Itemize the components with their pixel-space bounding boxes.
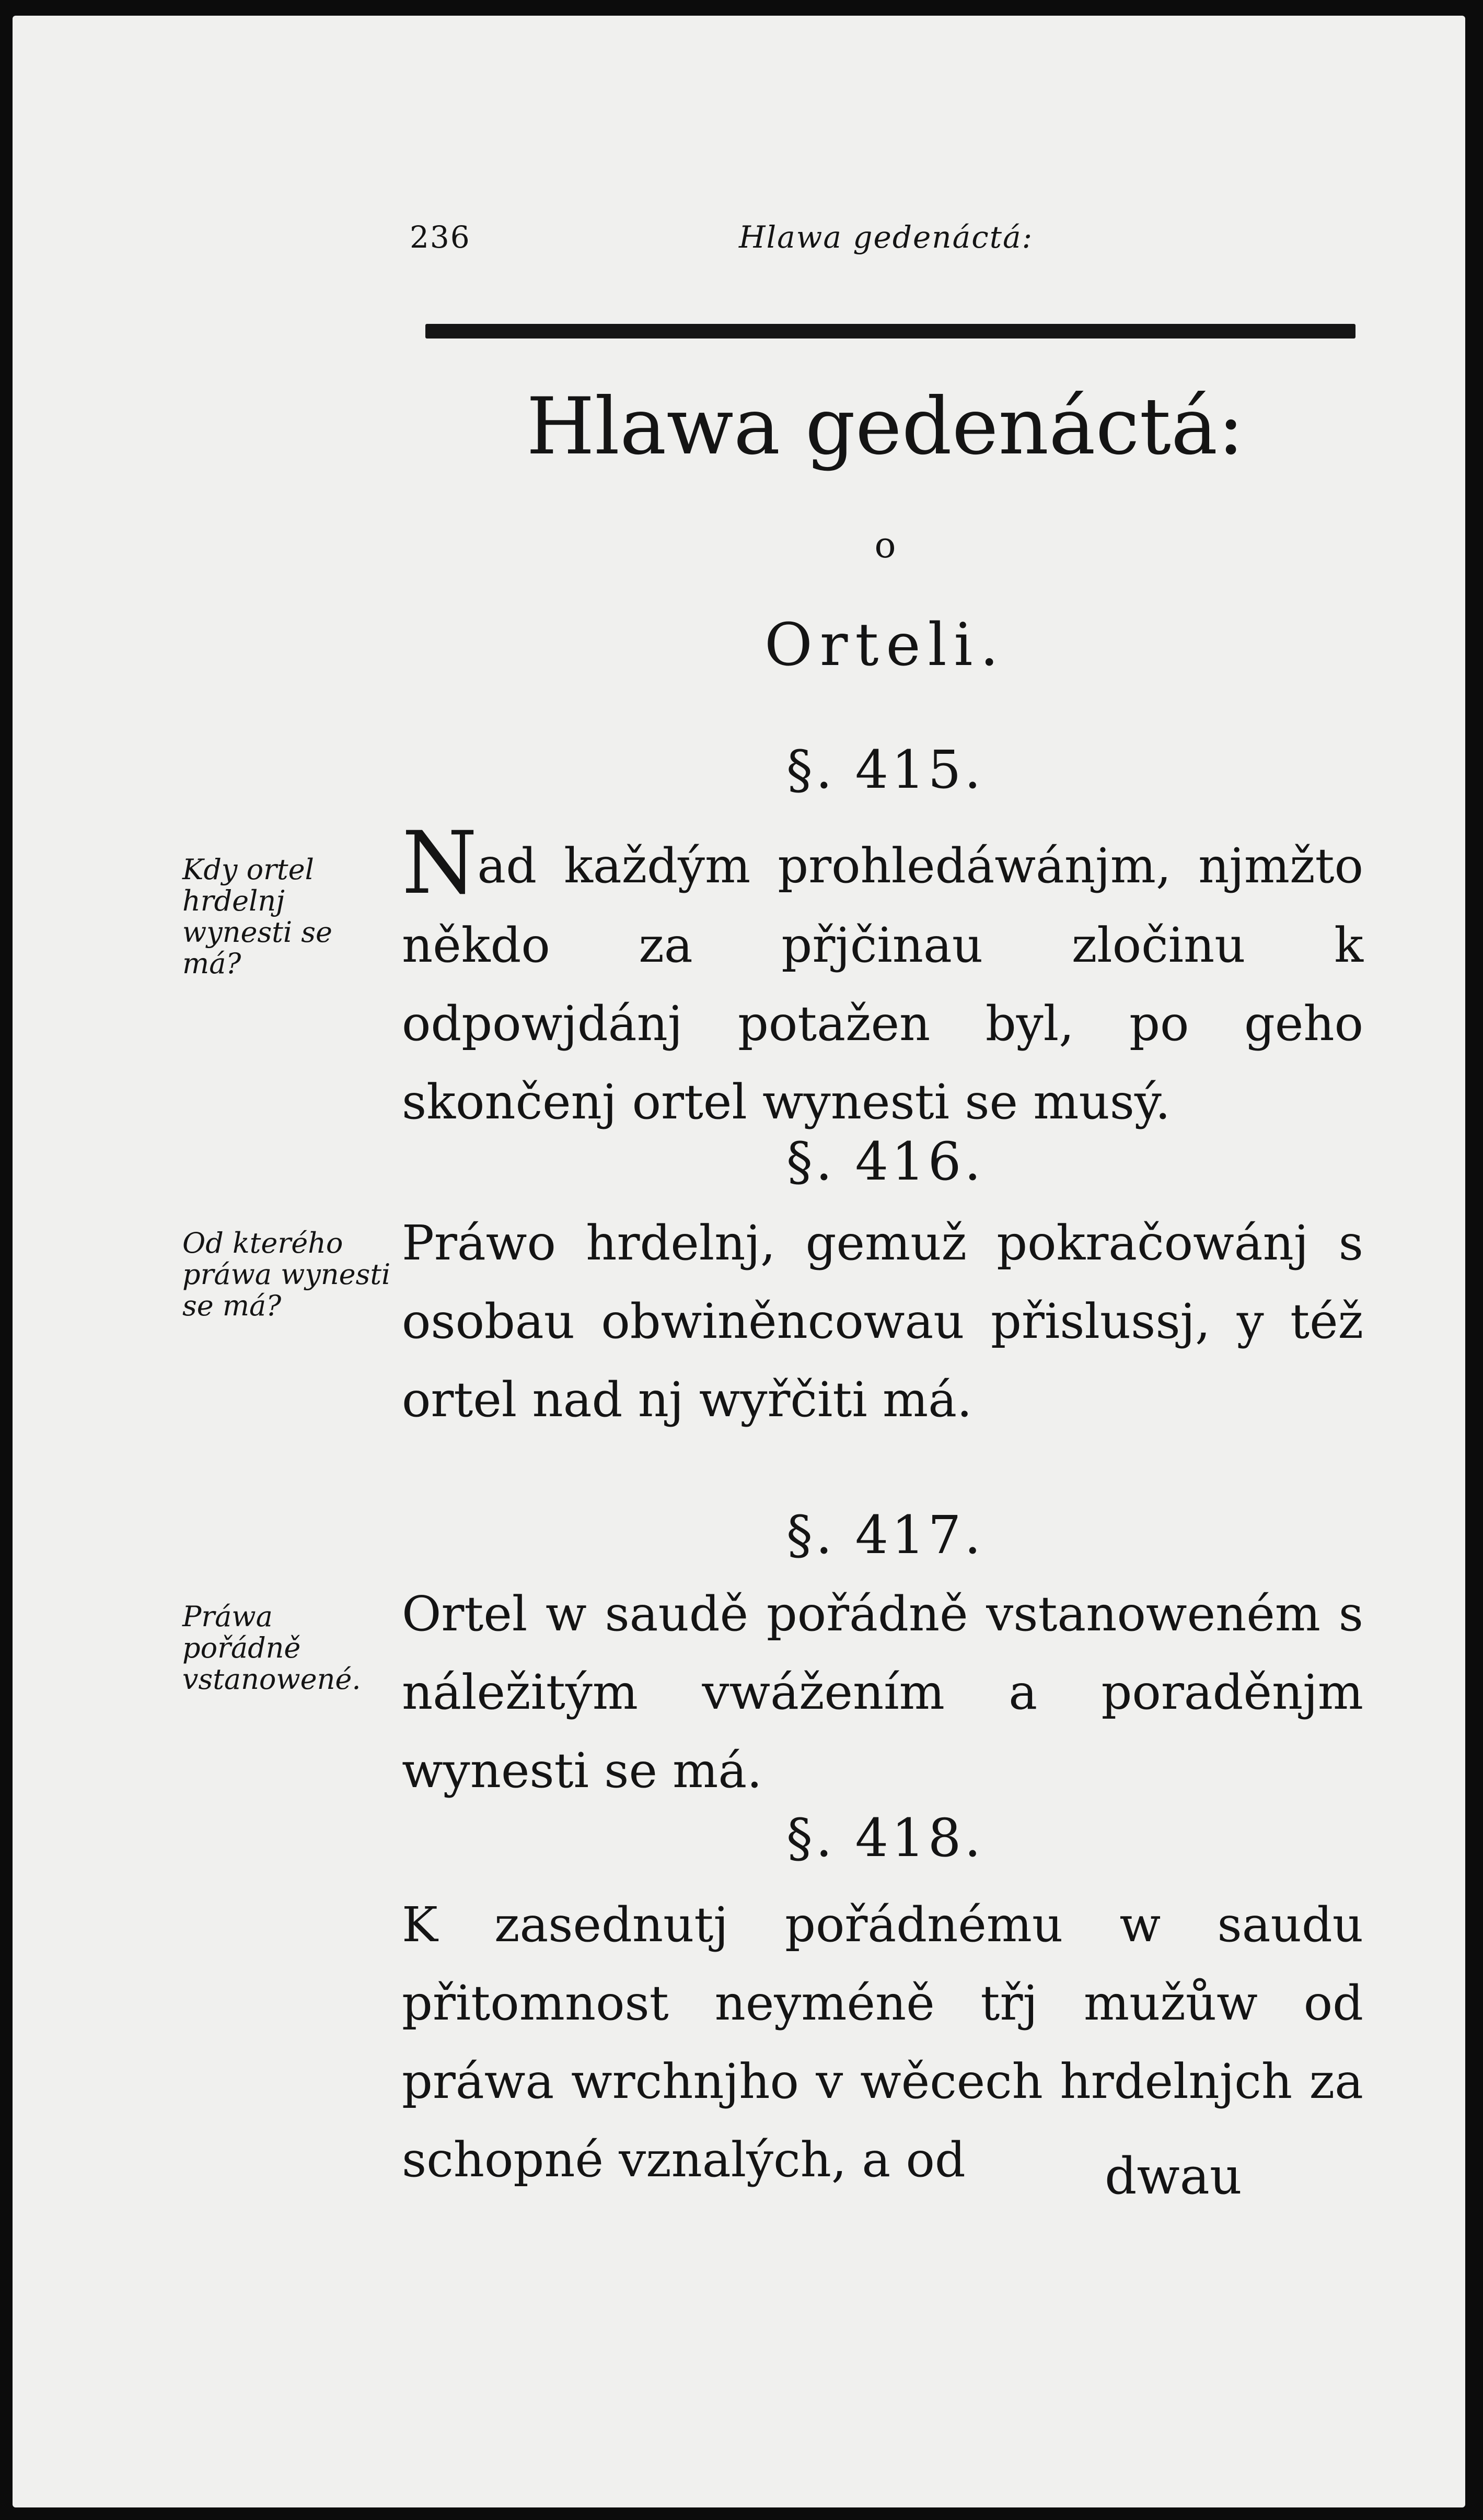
catchword: dwau (1105, 2147, 1242, 2206)
running-title: Hlawa gedenáctá: (739, 219, 1034, 255)
section-number-416: §. 416. (786, 1131, 984, 1192)
chapter-title: Hlawa gedenáctá: (526, 381, 1244, 472)
book-page (13, 16, 1465, 2507)
paragraph-415-text: ad každým prohledáwánjm, njmžto někdo za přjčinau zločinu k odpowjdánj potažen byl, po geho skončenj ortel wynesti se musý. (402, 838, 1363, 1130)
paragraph-418: K zasednutj pořádnému w saudu přitomnost neyméně třj mužůw od práwa wrchnjho v wěcech hrdelnjch za schopné vznalých, a od (402, 1897, 1363, 2188)
margin-note-417: Práwa pořádně vstanowené. (182, 1600, 361, 1696)
paragraph-416: Práwo hrdelnj, gemuž pokračowánj s osobau obwiněncowau přislussj, y též ortel nad nj wyřčiti má. (402, 1215, 1363, 1428)
section-number-415: §. 415. (786, 739, 984, 800)
section-number-418: §. 418. (786, 1807, 984, 1869)
paragraph-415 (402, 813, 1363, 1141)
margin-note-416: Od kterého práwa wynesti se má? (182, 1227, 391, 1322)
section-number-417: §. 417. (786, 1504, 984, 1566)
chapter-sub: o (874, 525, 896, 566)
page-number: 236 (410, 219, 471, 255)
header-rule (425, 324, 1355, 339)
drop-cap: N (402, 813, 478, 913)
paragraph-417: Ortel w saudě pořádně vstanoweném s náležitým vwážením a poraděnjm wynesti se má. (402, 1586, 1363, 1799)
chapter-subtitle: Orteli. (764, 611, 1006, 679)
margin-note-415: Kdy ortel hrdelnj wynesti se má? (182, 853, 332, 980)
